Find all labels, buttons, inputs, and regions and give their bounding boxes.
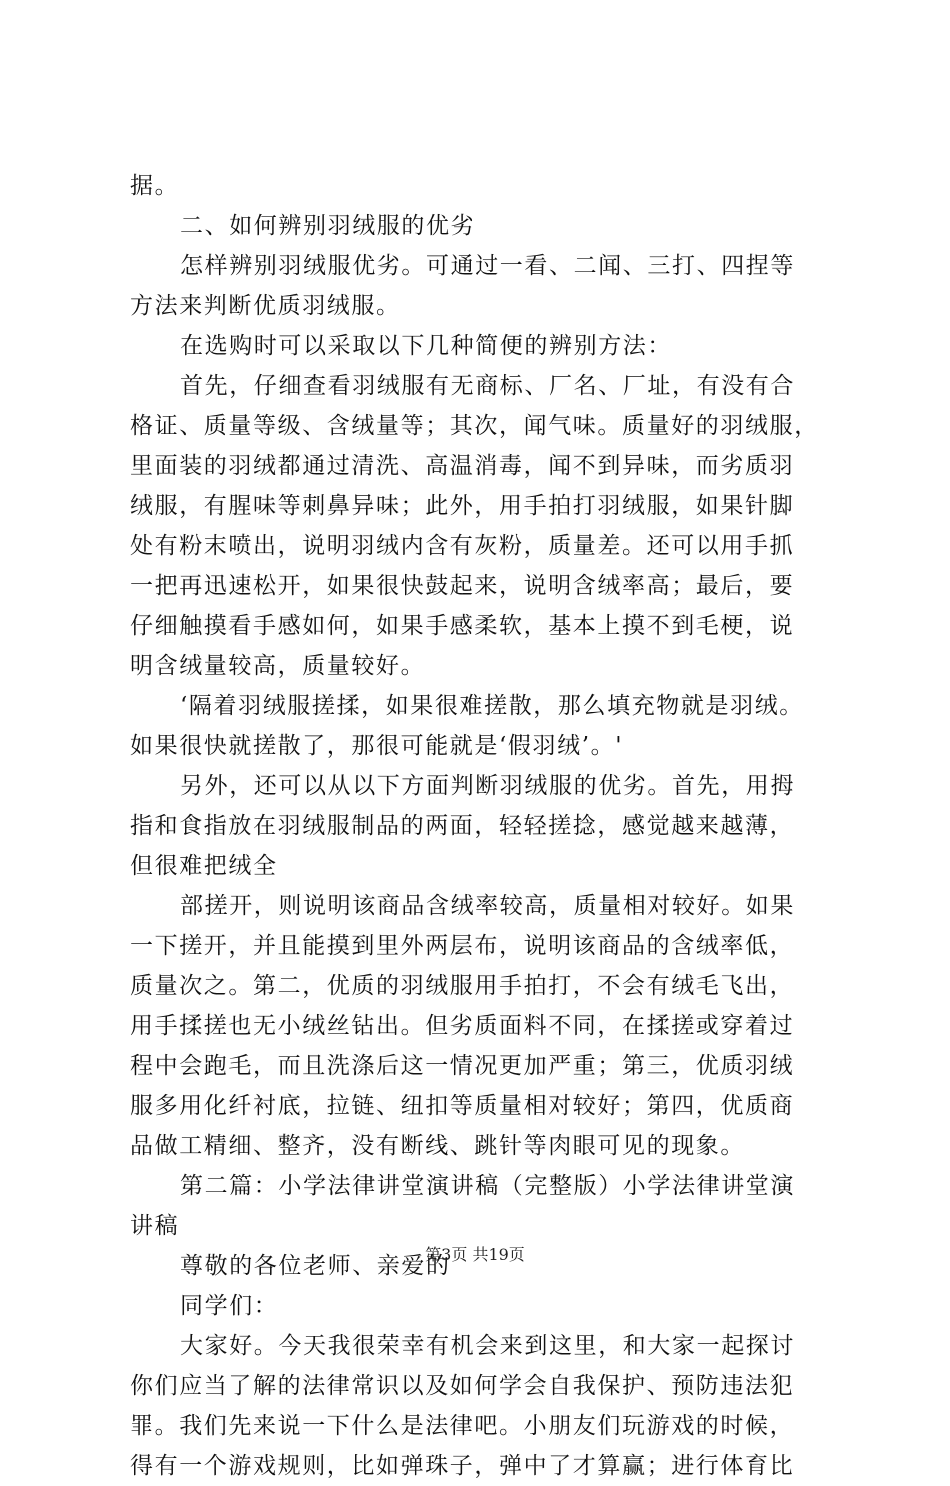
text-line: 方法来判断优质羽绒服。 [130, 293, 401, 319]
text-line: 绒服，有腥味等刺鼻异味；此外，用手拍打羽绒服，如果针脚 [130, 493, 795, 519]
text-line: 但很难把绒全 [130, 853, 278, 879]
text-line: 质量次之。第二，优质的羽绒服用手拍打，不会有绒毛飞出， [130, 973, 795, 999]
text-line: 得有一个游戏规则，比如弹珠子，弹中了才算赢；进行体育比 [130, 1453, 795, 1479]
text-line: 部搓开，则说明该商品含绒率较高，质量相对较好。如果 [180, 893, 795, 919]
text-line: 尊敬的各位老师、亲爱的 [180, 1253, 451, 1279]
text-line: 指和食指放在羽绒服制品的两面，轻轻搓捻，感觉越来越薄， [130, 813, 795, 839]
text-line: 格证、质量等级、含绒量等；其次，闻气味。质量好的羽绒服， [130, 413, 819, 439]
text-line: 里面装的羽绒都通过清洗、高温消毒，闻不到异味，而劣质羽 [130, 453, 795, 479]
text-line: 另外，还可以从以下方面判断羽绒服的优劣。首先，用拇 [180, 773, 795, 799]
text-line: ‘隔着羽绒服搓揉，如果很难搓散，那么填充物就是羽绒。 [180, 693, 804, 719]
text-line: 明含绒量较高，质量较好。 [130, 653, 426, 679]
text-line: 如果很快就搓散了，那很可能就是‘假羽绒’。' [130, 733, 624, 759]
text-line: 用手揉搓也无小绒丝钻出。但劣质面料不同，在揉搓或穿着过 [130, 1013, 795, 1039]
text-line: 你们应当了解的法律常识以及如何学会自我保护、预防违法犯 [130, 1373, 795, 1399]
text-line: 一下搓开，并且能摸到里外两层布，说明该商品的含绒率低， [130, 933, 795, 959]
text-line: 大家好。今天我很荣幸有机会来到这里，和大家一起探讨 [180, 1333, 795, 1359]
text-line: 第二篇：小学法律讲堂演讲稿（完整版）小学法律讲堂演 [180, 1173, 795, 1199]
text-line: 二、如何辨别羽绒服的优劣 [180, 213, 476, 239]
page-footer: 第3页 共19页 [425, 1245, 525, 1264]
text-line: 讲稿 [130, 1213, 180, 1239]
text-line: 首先，仔细查看羽绒服有无商标、厂名、厂址，有没有合 [180, 373, 795, 399]
text-line: 一把再迅速松开，如果很快鼓起来，说明含绒率高；最后，要 [130, 573, 795, 599]
text-line: 怎样辨别羽绒服优劣。可通过一看、二闻、三打、四捏等 [180, 253, 795, 279]
text-line: 处有粉末喷出，说明羽绒内含有灰粉，质量差。还可以用手抓 [130, 533, 795, 559]
text-line: 据。 [130, 173, 180, 199]
text-line: 同学们： [180, 1293, 279, 1319]
text-line: 程中会跑毛，而且洗涤后这一情况更加严重；第三，优质羽绒 [130, 1053, 795, 1079]
text-line: 罪。我们先来说一下什么是法律吧。小朋友们玩游戏的时候， [130, 1413, 795, 1439]
text-line: 仔细触摸看手感如何，如果手感柔软，基本上摸不到毛梗，说 [130, 613, 795, 639]
text-line: 在选购时可以采取以下几种简便的辨别方法： [180, 333, 672, 359]
text-line: 服多用化纤衬底，拉链、纽扣等质量相对较好；第四，优质商 [130, 1093, 795, 1119]
document-body [130, 166, 840, 1486]
text-line: 品做工精细、整齐，没有断线、跳针等肉眼可见的现象。 [130, 1133, 745, 1159]
